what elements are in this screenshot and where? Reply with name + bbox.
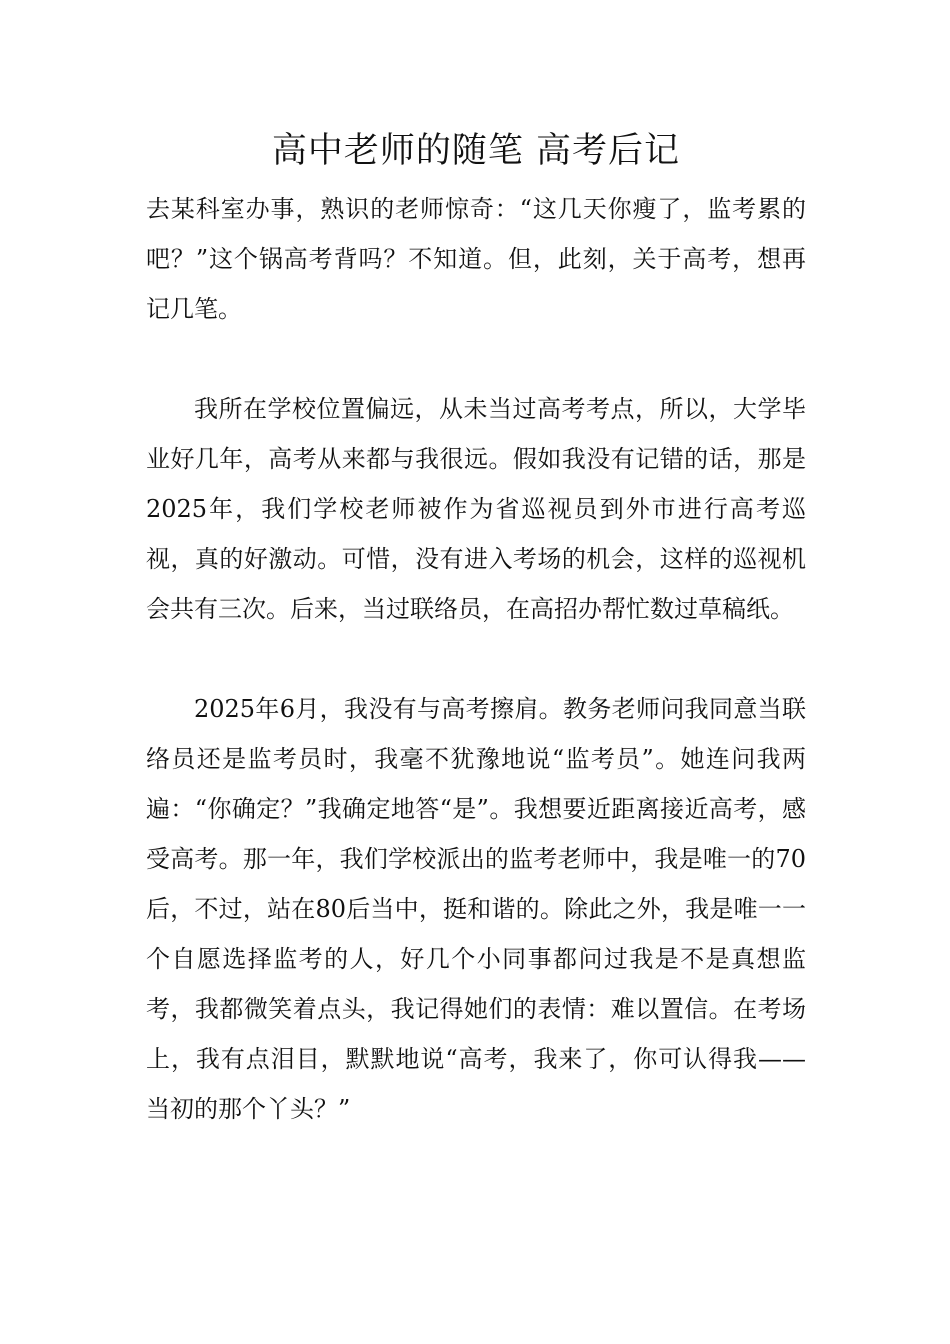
document-page [146, 118, 806, 1134]
paragraph-spacer [146, 334, 806, 384]
paragraph-spacer [146, 634, 806, 684]
document-title: 高中老师的随笔 高考后记 [271, 131, 681, 171]
paragraph-2: 我所在学校位置偏远，从未当过高考考点，所以，大学毕业好几年，高考从来都与我很远。假如我没有记错的话，那是2025年，我们学校老师被作为省巡视员到外市进行高考巡视，真的好激动。可惜，没有进入考场的机会，这样的巡视机会共有三次。后来，当过联络员，在高招办帮忙数过草稿纸。 [146, 395, 806, 623]
paragraph-3: 2025年6月，我没有与高考擦肩。教务老师问我同意当联络员还是监考员时，我毫不犹豫地说“监考员”。她连问我两遍：“你确定？”我确定地答“是”。我想要近距离接近高考，感受高考。那一年，我们学校派出的监考老师中，我是唯一的70后，不过，站在80后当中，挺和谐的。除此之外，我是唯一一个自愿选择监考的人，好几个小同事都问过我是不是真想监考，我都微笑着点头，我记得她们的表情：难以置信。在考场上，我有点泪目，默默地说“高考，我来了，你可认得我——当初的那个丫头？” [146, 695, 806, 1123]
paragraph-1: 去某科室办事，熟识的老师惊奇：“这几天你瘦了，监考累的吧？”这个锅高考背吗？不知道。但，此刻，关于高考，想再记几笔。 [146, 195, 806, 323]
